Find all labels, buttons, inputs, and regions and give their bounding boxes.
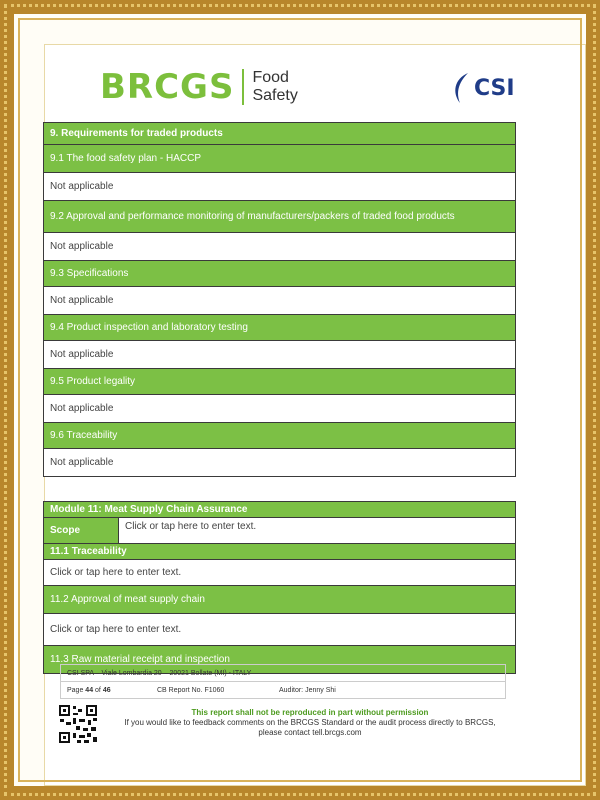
- row-9-4-heading: 9.4 Product inspection and laboratory testing: [44, 315, 516, 341]
- page-indicator: [61, 687, 151, 694]
- footer-meta-row: [60, 682, 506, 699]
- page-current: 44: [85, 686, 94, 694]
- page-mid: of: [93, 686, 103, 694]
- page-prefix: Page: [67, 686, 86, 694]
- section-9-title: 9. Requirements for traded products: [44, 123, 516, 145]
- footer-address-row: [60, 664, 506, 682]
- brcgs-sub-line2: Safety: [252, 87, 298, 104]
- brcgs-subtitle: [252, 69, 297, 105]
- page-total: 46: [102, 686, 111, 694]
- module-11-title: Module 11: Meat Supply Chain Assurance: [44, 502, 516, 518]
- logo-divider: [242, 69, 244, 105]
- scope-label: Scope: [44, 518, 119, 544]
- auditor-name: Auditor: Jenny Shi: [279, 686, 336, 694]
- row-9-2-heading: 9.2 Approval and performance monitoring of manufacturers/packers of traded food products: [44, 201, 516, 233]
- brcgs-logo: [100, 67, 298, 107]
- row-9-6-value[interactable]: Not applicable: [44, 449, 516, 477]
- row-9-3-value[interactable]: Not applicable: [44, 287, 516, 315]
- row-11-3-heading: 11.3 Raw material receipt and inspection: [44, 646, 516, 674]
- csi-logo: [450, 71, 515, 105]
- notice-bold: This report shall not be reproduced in part without permission: [191, 708, 429, 717]
- row-9-1-value[interactable]: Not applicable: [44, 173, 516, 201]
- row-11-2-value[interactable]: Click or tap here to enter text.: [44, 614, 516, 646]
- row-11-1-value[interactable]: Click or tap here to enter text.: [44, 560, 516, 586]
- footer-address: CSI SPA – Viale Lombardia 20 – 20021 Bollate (MI) - ITALY: [67, 669, 252, 677]
- cb-report-number: CB Report No. F1060: [157, 686, 225, 694]
- row-9-5-heading: 9.5 Product legality: [44, 369, 516, 395]
- notice-line2: please contact tell.brcgs.com: [258, 728, 362, 737]
- row-9-4-value[interactable]: Not applicable: [44, 341, 516, 369]
- module-11-table: [43, 501, 516, 674]
- qr-code-icon: [58, 704, 98, 744]
- notice-line1: If you would like to feedback comments on the BRCGS Standard or the audit process directly to BRCGS,: [124, 718, 496, 727]
- scope-input[interactable]: Click or tap here to enter text.: [119, 518, 516, 544]
- brcgs-wordmark: BRCGS: [100, 67, 235, 107]
- brcgs-sub-line1: Food: [252, 69, 289, 86]
- row-9-6-heading: 9.6 Traceability: [44, 423, 516, 449]
- csi-swoosh-icon: [450, 71, 472, 105]
- row-9-1-heading: 9.1 The food safety plan - HACCP: [44, 145, 516, 173]
- section-9-table: [43, 122, 516, 477]
- row-11-1-heading: 11.1 Traceability: [44, 544, 516, 560]
- csi-wordmark: CSI: [474, 75, 515, 101]
- row-9-5-value[interactable]: Not applicable: [44, 395, 516, 423]
- report-footer: [60, 664, 506, 699]
- reproduction-notice: [110, 708, 510, 738]
- row-11-2-heading: 11.2 Approval of meat supply chain: [44, 586, 516, 614]
- row-9-3-heading: 9.3 Specifications: [44, 261, 516, 287]
- row-9-2-value[interactable]: Not applicable: [44, 233, 516, 261]
